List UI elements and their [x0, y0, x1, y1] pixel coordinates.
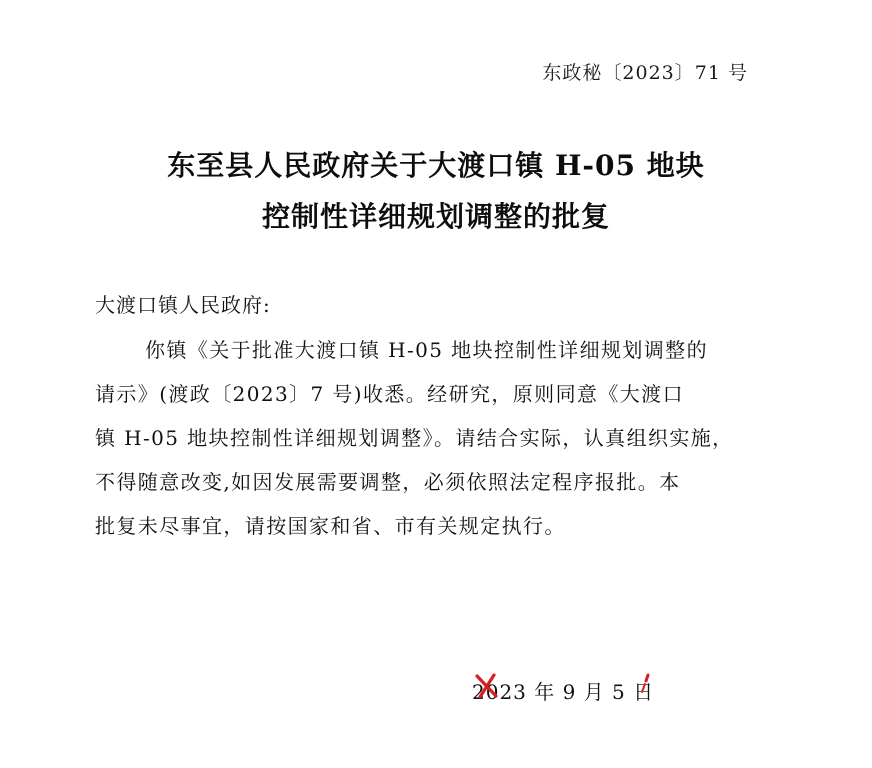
body-paragraph-line: 你镇《关于批准大渡口镇 H-05 地块控制性详细规划调整的	[145, 338, 708, 362]
addressee: 大渡口镇人民政府:	[95, 293, 271, 317]
document-title-line-2: 控制性详细规划调整的批复	[261, 200, 610, 233]
signature-date: 2023 年 9 月 5 日	[472, 680, 655, 704]
body-paragraph-line: 镇 H-05 地块控制性详细规划调整》。请结合实际，认真组织实施，	[95, 426, 734, 450]
document-title-line-1: 东至县人民政府关于大渡口镇 H-05 地块	[167, 149, 705, 182]
document-number: 东政秘〔2023〕71 号	[542, 62, 748, 84]
body-paragraph-line: 不得随意改变,如因发展需要调整，必须依照法定程序报批。本	[95, 470, 681, 494]
body-paragraph-line: 请示》(渡政〔2023〕7 号)收悉。经研究，原则同意《大渡口	[95, 382, 684, 406]
body-paragraph-line: 批复未尽事宜，请按国家和省、市有关规定执行。	[95, 514, 566, 538]
